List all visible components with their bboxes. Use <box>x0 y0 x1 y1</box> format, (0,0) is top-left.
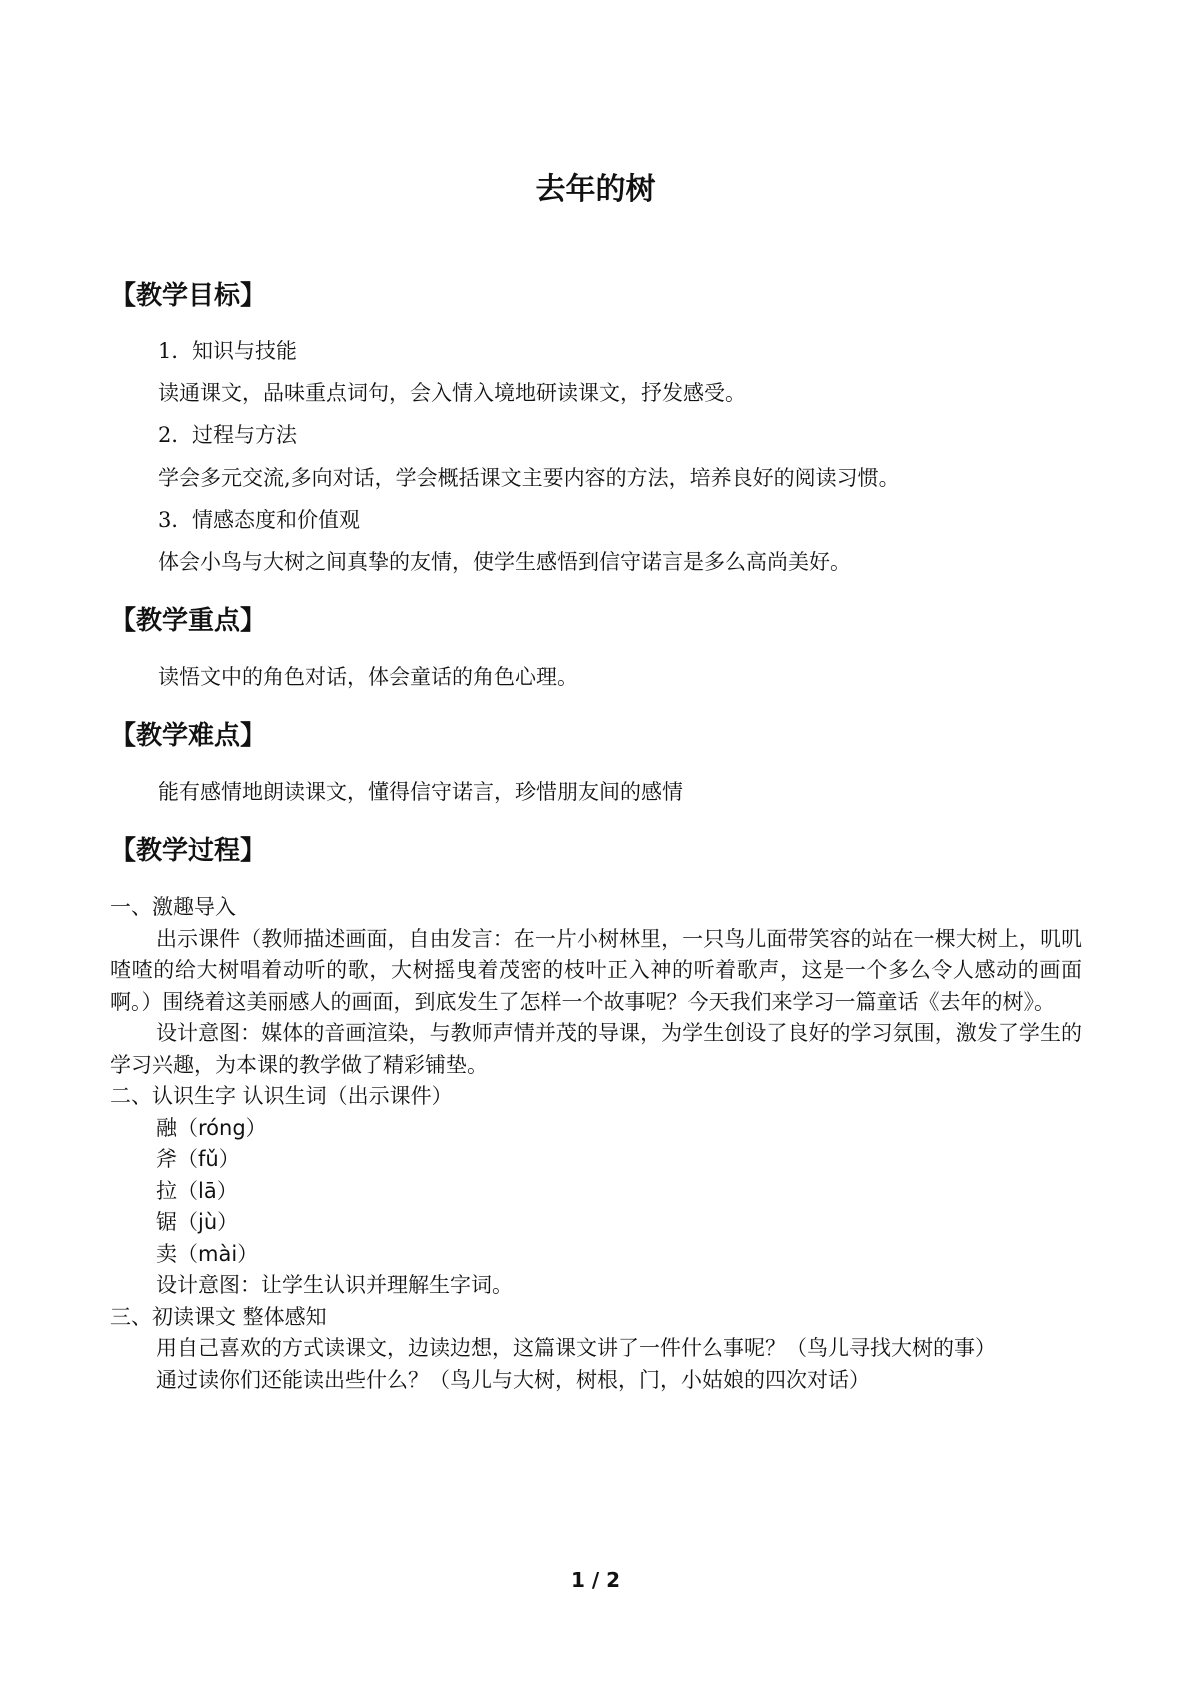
key-points-text: 读悟文中的角色对话，体会童话的角色心理。 <box>158 665 578 689</box>
goal-3-number: 3． <box>158 508 193 532</box>
word-char: 拉 <box>156 1178 177 1203</box>
word-item: 拉（lā） <box>156 1178 238 1203</box>
step-1-design-note: 设计意图：媒体的音画渲染，与教师声情并茂的导课，为学生创设了良好的学习氛围，激发了学生的学习兴趣，为本课的教学做了精彩铺垫。 <box>110 1021 1082 1077</box>
word-char: 卖 <box>156 1241 177 1266</box>
goal-2-text: 学会多元交流,多向对话，学会概括课文主要内容的方法，培养良好的阅读习惯。 <box>158 466 900 490</box>
goal-1-title: 知识与技能 <box>192 339 297 363</box>
page-title: 去年的树 <box>535 172 656 207</box>
word-item: 锯（jù） <box>156 1210 239 1234</box>
step-3-paragraph-1: 用自己喜欢的方式读课文，边读边想，这篇课文讲了一件什么事呢？（鸟儿寻找大树的事） <box>156 1336 996 1360</box>
word-item: 斧（fǔ） <box>156 1147 240 1171</box>
key-points-heading: 【教学重点】 <box>110 606 267 636</box>
difficulty-text: 能有感情地朗读课文，懂得信守诺言，珍惜朋友间的感情 <box>158 780 683 804</box>
goal-2-label <box>158 420 297 450</box>
difficulty-heading: 【教学难点】 <box>110 721 267 751</box>
word-char: 斧 <box>156 1147 177 1171</box>
step-1-title: 一、激趣导入 <box>110 895 236 919</box>
goal-2-number: 2． <box>158 423 193 447</box>
process-body <box>110 892 1082 1396</box>
goal-3-title: 情感态度和价值观 <box>192 508 360 532</box>
word-pinyin: lā <box>198 1178 217 1203</box>
word-pinyin: róng <box>198 1115 246 1140</box>
step-3-paragraph-2: 通过读你们还能读出些什么？（鸟儿与大树，树根，门，小姑娘的四次对话） <box>156 1367 870 1392</box>
step-3-title: 三、初读课文 整体感知 <box>110 1304 327 1329</box>
goal-2-title: 过程与方法 <box>192 423 297 447</box>
goal-1-text: 读通课文，品味重点词句，会入情入境地研读课文，抒发感受。 <box>158 381 746 405</box>
word-pinyin: jù <box>198 1210 218 1234</box>
goal-1-number: 1． <box>158 339 193 363</box>
step-2-design-note: 设计意图：让学生认识并理解生字词。 <box>156 1273 513 1297</box>
word-item: 融（róng） <box>156 1115 267 1140</box>
goal-3-text: 体会小鸟与大树之间真挚的友情，使学生感悟到信守诺言是多么高尚美好。 <box>158 550 851 574</box>
word-pinyin: mài <box>198 1241 238 1266</box>
step-2-title: 二、认识生字 认识生词（出示课件） <box>110 1084 453 1108</box>
word-item: 卖（mài） <box>156 1241 259 1266</box>
word-pinyin: fǔ <box>198 1147 219 1171</box>
page-number: 1 / 2 <box>570 1568 621 1592</box>
process-heading: 【教学过程】 <box>110 836 267 866</box>
word-char: 锯 <box>156 1210 177 1234</box>
step-1-paragraph: 出示课件（教师描述画面，自由发言：在一片小树林里，一只鸟儿面带笑容的站在一棵大树上，叽叽喳喳的给大树唱着动听的歌，大树摇曳着茂密的枝叶正入神的听着歌声，这是一个多么令人感动的画面啊。）围绕着这美丽感人的画面，到底发生了怎样一个故事呢？今天我们来学习一篇童话《去年的树》。 <box>110 926 1082 1014</box>
word-char: 融 <box>156 1115 177 1140</box>
goal-1-label <box>158 336 297 366</box>
goal-3-label <box>158 505 360 535</box>
goals-heading: 【教学目标】 <box>110 281 267 311</box>
